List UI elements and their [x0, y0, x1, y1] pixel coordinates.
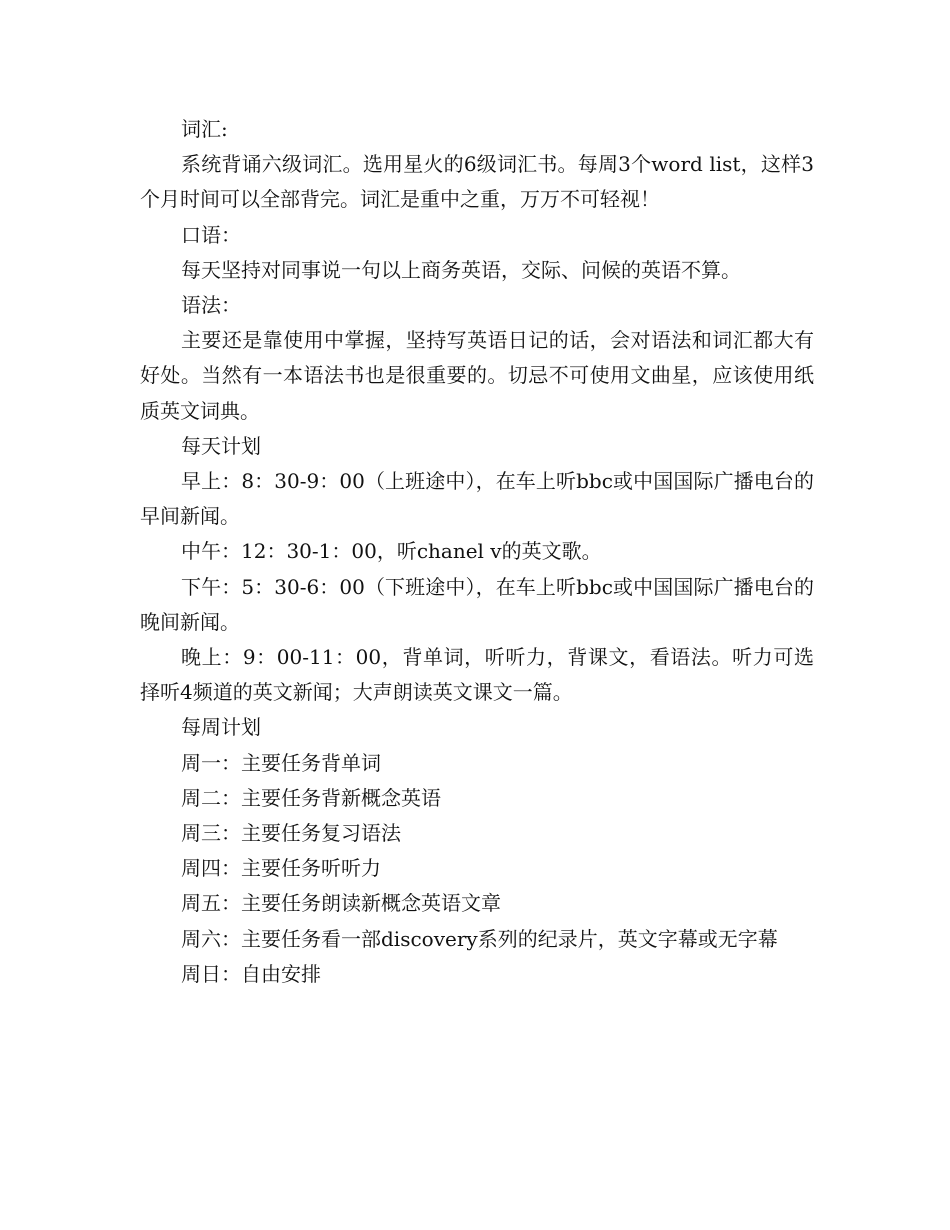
- paragraph-vocabulary-plan: 系统背诵六级词汇。选用星火的6级词汇书。每周3个word list，这样3个月时间可以全部背完。词汇是重中之重，万万不可轻视！: [140, 152, 814, 212]
- weekly-plan-tuesday: 周二：主要任务背新概念英语: [181, 785, 441, 810]
- heading-daily-plan: 每天计划: [181, 433, 261, 458]
- weekly-plan-sunday: 周日：自由安排: [181, 961, 321, 986]
- heading-vocabulary: 词汇:: [181, 117, 228, 141]
- daily-plan-evening: 晚上：9：00-11：00，背单词，听听力，背课文，看语法。听力可选择听4频道的英文新闻；大声朗读英文课文一篇。: [140, 645, 814, 705]
- heading-grammar: 语法：: [181, 293, 241, 318]
- daily-plan-noon: 中午：12：30-1：00，听chanel v的英文歌。: [181, 539, 602, 564]
- weekly-plan-friday: 周五：主要任务朗读新概念英语文章: [181, 891, 501, 916]
- heading-weekly-plan: 每周计划: [181, 715, 261, 740]
- heading-speaking: 口语：: [181, 222, 241, 247]
- paragraph-grammar-plan: 主要还是靠使用中掌握，坚持写英语日记的话，会对语法和词汇都大有好处。当然有一本语法书也是很重要的。切忌不可使用文曲星，应该使用纸质英文词典。: [140, 328, 814, 423]
- paragraph-speaking-plan: 每天坚持对同事说一句以上商务英语，交际、问候的英语不算。: [181, 257, 741, 282]
- weekly-plan-wednesday: 周三：主要任务复习语法: [181, 821, 401, 846]
- daily-plan-afternoon: 下午：5：30-6：00（下班途中），在车上听bbc或中国国际广播电台的晚间新闻。: [140, 574, 814, 634]
- weekly-plan-thursday: 周四：主要任务听听力: [181, 856, 381, 881]
- weekly-plan-saturday: 周六：主要任务看一部discovery系列的纪录片，英文字幕或无字幕: [181, 926, 778, 951]
- document-page: [140, 112, 814, 992]
- daily-plan-morning: 早上：8：30-9：00（上班途中），在车上听bbc或中国国际广播电台的早间新闻。: [140, 469, 814, 529]
- weekly-plan-monday: 周一：主要任务背单词: [181, 750, 381, 775]
